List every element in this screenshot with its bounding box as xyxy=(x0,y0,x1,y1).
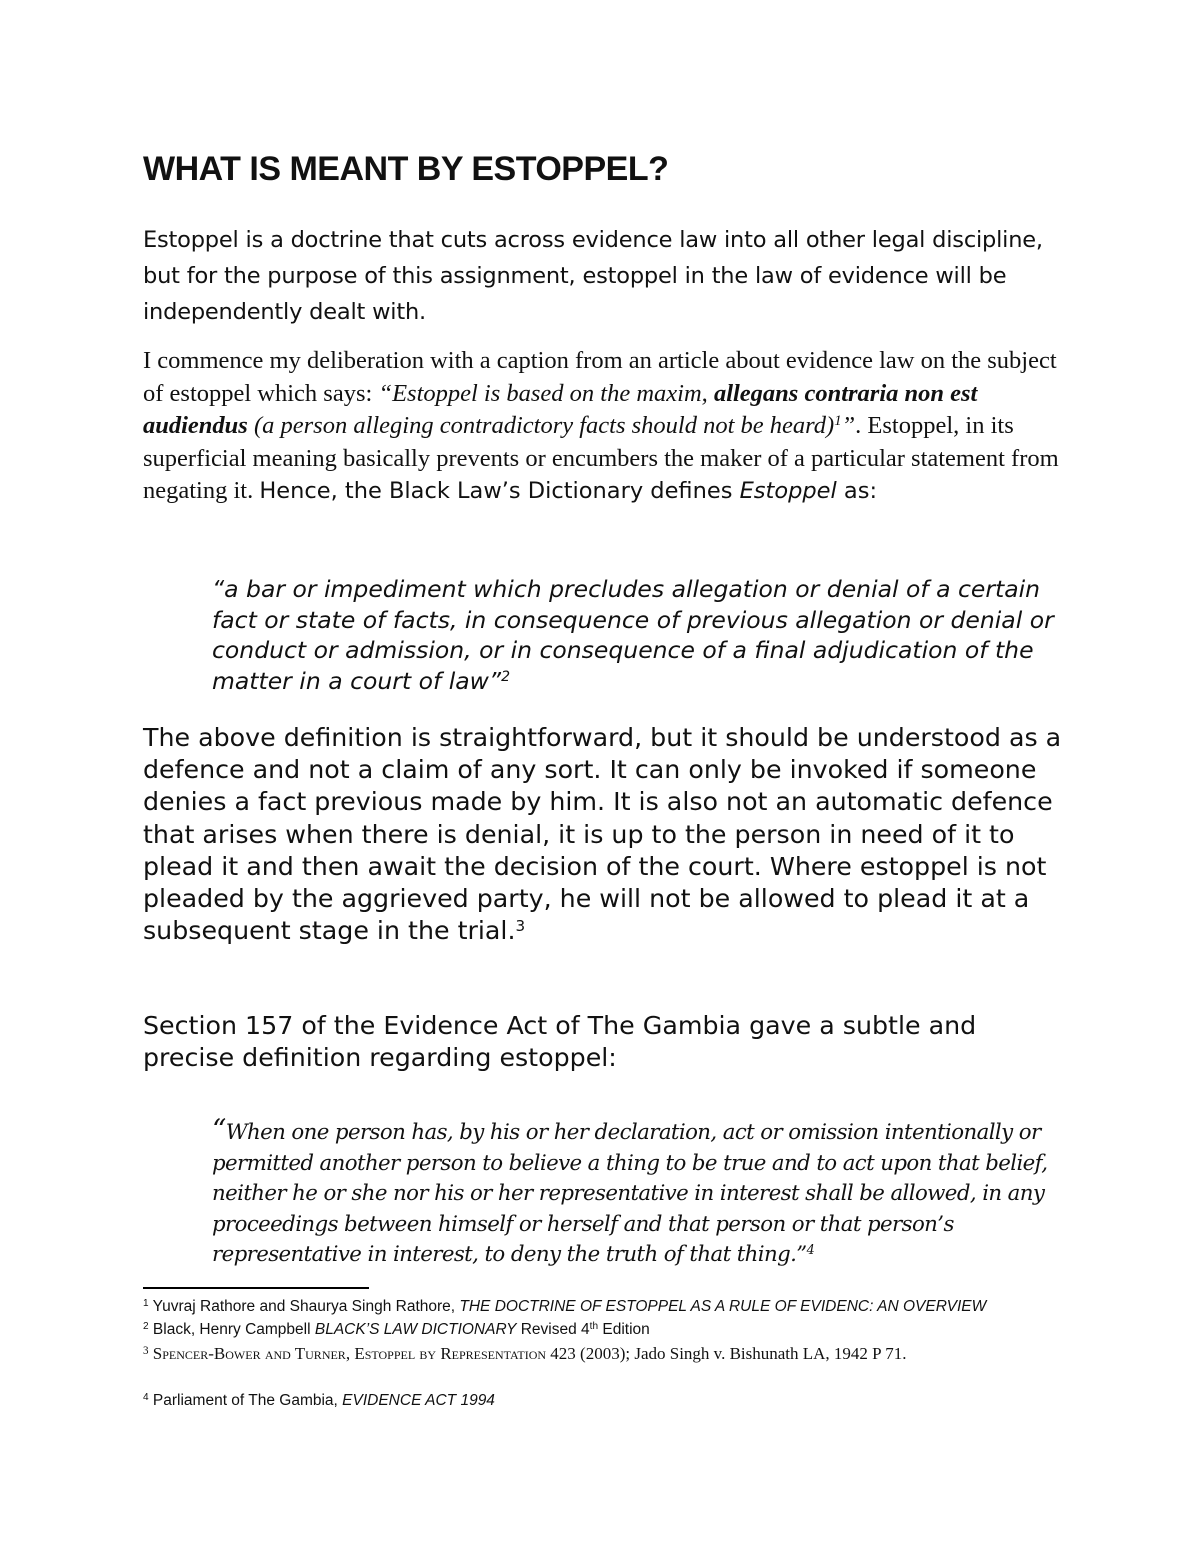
footnote-2-text: Black, Henry Campbell xyxy=(148,1321,315,1338)
defined-term: Estoppel xyxy=(739,478,837,505)
paragraph-maxim xyxy=(143,345,1068,508)
maxim-latin: allegans contraria non est audiendus xyxy=(143,379,978,440)
footnote-ref-2[interactable]: 2 xyxy=(501,668,511,685)
maxim-continuation: . Estoppel, in its superficial meaning basically prevents or encumbers the maker of a particular statement from negating it. xyxy=(143,412,1059,505)
footnote-2-edition-suffix: th xyxy=(589,1321,599,1333)
statute-quote xyxy=(212,1115,1072,1271)
footnote-1-title: THE DOCTRINE OF ESTOPPEL AS A RULE OF EVIDENC: AN OVERVIEW xyxy=(459,1298,987,1315)
footnote-2-title: BLACK’S LAW DICTIONARY xyxy=(314,1321,517,1338)
maxim-quote-close: ” xyxy=(841,412,856,440)
footnote-4 xyxy=(143,1390,1073,1412)
footnote-2 xyxy=(143,1319,1073,1341)
footnote-3-citation: 423 (2003); Jado Singh v. Bishunath LA, 1942 P 71. xyxy=(546,1344,907,1363)
footnote-3-author-title: Spencer-Bower and Turner, Estoppel by Representation xyxy=(148,1344,547,1363)
statute-quote-text: When one person has, by his or her declaration, act or omission intentionally or permitted another person to believe a thing to be true and to act upon that belief, neither he or she nor his or her representative in interest shall be allowed, in any proceedings between himself or herself and that person or that person’s representative in interest, to deny the truth of that thing.” xyxy=(212,1120,1048,1267)
footnote-2-edition: Revised 4 xyxy=(516,1321,590,1338)
footnote-3-number: 3 xyxy=(143,1345,149,1358)
footnote-3 xyxy=(143,1343,1073,1365)
maxim-intro-text: I commence my deliberation with a caption from an article about evidence law on the subject of estoppel which says: xyxy=(143,347,1057,407)
page-title: WHAT IS MEANT BY ESTOPPEL? xyxy=(143,150,669,188)
dictionary-quote xyxy=(212,574,1072,696)
footnote-ref-4[interactable]: 4 xyxy=(806,1242,815,1258)
footnote-4-text: Parliament of The Gambia, xyxy=(148,1392,343,1409)
footnote-2-number: 2 xyxy=(143,1321,149,1333)
footnote-ref-3[interactable]: 3 xyxy=(515,916,526,935)
footnote-1-text: Yuvraj Rathore and Shaurya Singh Rathore, xyxy=(148,1298,460,1315)
maxim-translation: (a person alleging contradictory facts should not be heard) xyxy=(247,412,835,440)
maxim-quote-open: “Estoppel is based on the maxim, xyxy=(378,379,714,407)
statute-quote-open: “ xyxy=(212,1113,226,1146)
defence-text: The above definition is straightforward, but it should be understood as a defence and not a claim of any sort. It can only be invoked if someone denies a fact previous made by him. It is also not an automatic defence that arises when there is denial, it is up to the person in need of it to plead it and then await the decision of the court. Where estoppel is not pleaded by the aggrieved party, he will not be allowed to plead it at a subsequent stage in the trial. xyxy=(143,723,1062,946)
dictionary-intro-end: as: xyxy=(836,478,878,505)
footnote-4-number: 4 xyxy=(143,1392,149,1404)
paragraph-section-157: Section 157 of the Evidence Act of The Gambia gave a subtle and precise definition regarding estoppel: xyxy=(143,1011,977,1073)
dictionary-quote-text: “a bar or impediment which precludes allegation or denial of a certain fact or state of facts, in consequence of previous allegation or denial or conduct or admission, or in consequence of a final adjudication of the matter in a court of law” xyxy=(212,575,1054,695)
footnote-1 xyxy=(143,1296,1073,1318)
footnote-separator xyxy=(143,1287,369,1289)
paragraph-defence xyxy=(143,722,1063,947)
dictionary-intro: Hence, the Black Law’s Dictionary defines xyxy=(259,478,740,505)
footnote-ref-1[interactable]: 1 xyxy=(834,413,842,430)
paragraph-intro: Estoppel is a doctrine that cuts across evidence law into all other legal discipline, but for the purpose of this assignment, estoppel in the law of evidence will be independently dealt with. xyxy=(143,227,1043,325)
footnote-2-edition-end: Edition xyxy=(598,1321,650,1338)
footnote-1-number: 1 xyxy=(143,1298,149,1310)
footnote-4-title: EVIDENCE ACT 1994 xyxy=(342,1392,495,1409)
